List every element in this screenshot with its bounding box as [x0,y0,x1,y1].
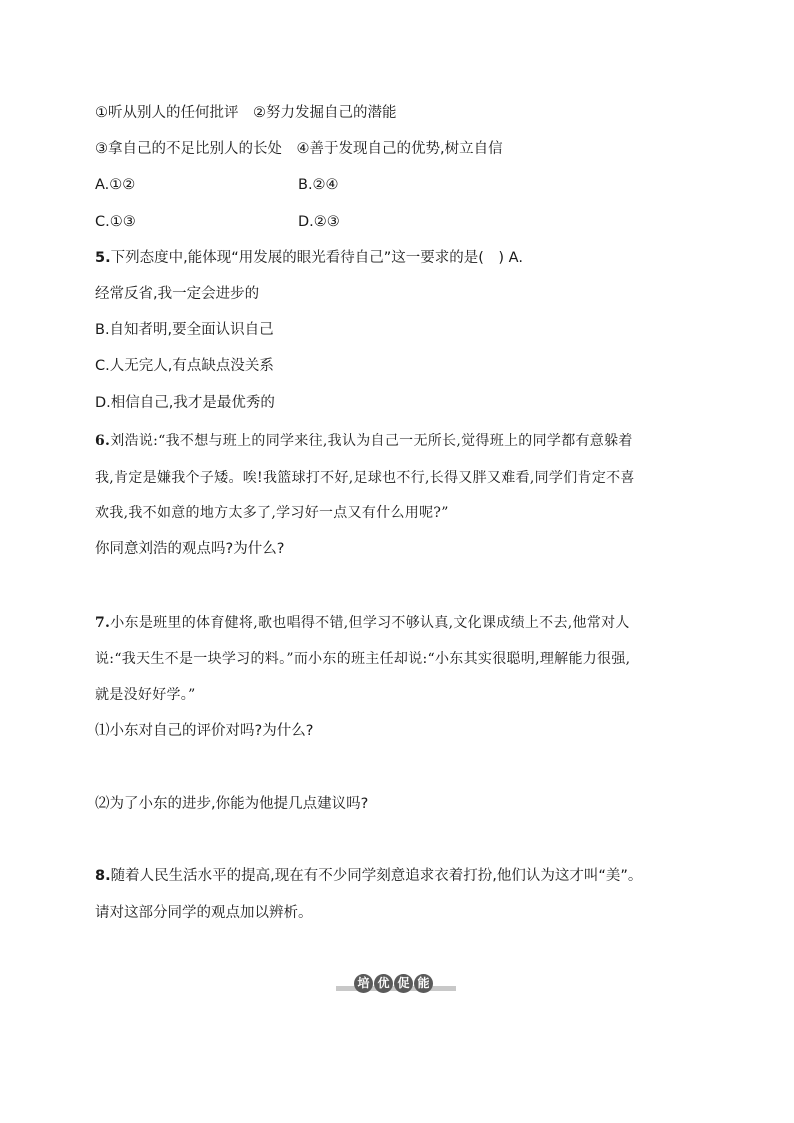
banner-char-3: 促 [394,974,413,993]
q5-stem-text: 下列态度中,能体现“用发展的眼光看待自己”这一要求的是( ) A. [110,250,523,266]
q7-text-line-2: 说:“我天生不是一块学习的料。”而小东的班主任却说:“小东其实很聪明,理解能力很强, [95,651,631,667]
q7-text-1: 小东是班里的体育健将,歌也唱得不错,但学习不够认真,文化课成绩上不去,他常对人 [110,615,630,631]
q4-choice-row-2 [95,212,340,232]
q6-quote-line-3: 欢我,我不如意的地方太多了,学习好一点又有什么用呢?” [95,505,449,521]
q7-subquestion-2: ⑵为了小东的进步,你能为他提几点建议吗? [95,796,369,812]
q4-statements-line-2: ③拿自己的不足比别人的长处 ④善于发现自己的优势,树立自信 [95,141,503,157]
q4-option-d: D.②③ [298,214,340,230]
q5-option-b: B.自知者明,要全面认识自己 [95,322,274,338]
q4-option-b: B.②④ [298,177,339,193]
banner-characters [354,974,433,993]
q4-statements-line-1: ①听从别人的任何批评 ②努力发掘自己的潜能 [95,105,397,121]
banner-char-4: 能 [414,974,433,993]
q7-subquestion-1: ⑴小东对自己的评价对吗?为什么? [95,723,314,739]
q5-stem [95,248,523,268]
q5-option-c: C.人无完人,有点缺点没关系 [95,358,274,374]
banner-char-2: 优 [374,974,393,993]
banner-char-1: 培 [354,974,373,993]
q5-option-d: D.相信自己,我才是最优秀的 [95,395,275,411]
q8-text-1: 随着人民生活水平的提高,现在有不少同学刻意追求衣着打扮,他们认为这才叫“美”。 [110,868,643,884]
section-banner [336,974,456,996]
q4-option-c: C.①③ [95,214,136,230]
q6-quote-line-2: 我,肯定是嫌我个子矮。唉!我篮球打不好,足球也不行,长得又胖又难看,同学们肯定不喜 [95,470,635,486]
q6-quote-line-1 [95,431,633,451]
q5-number: 5. [95,250,111,266]
q4-option-a: A.①② [95,177,136,193]
q8-text-line-2: 请对这部分同学的观点加以辨析。 [95,905,313,921]
q7-number: 7. [95,615,111,631]
q7-text-line-1 [95,613,630,633]
q6-number: 6. [95,433,111,449]
q5-option-a: 经常反省,我一定会进步的 [95,286,260,302]
q6-question: 你同意刘浩的观点吗?为什么? [95,541,285,557]
q6-quote-text-1: 刘浩说:“我不想与班上的同学来往,我认为自己一无所长,觉得班上的同学都有意躲着 [110,433,633,449]
q8-number: 8. [95,868,111,884]
q4-choice-row-1 [95,175,339,195]
q8-text-line-1 [95,866,642,886]
q7-text-line-3: 就是没好好学。” [95,687,196,703]
